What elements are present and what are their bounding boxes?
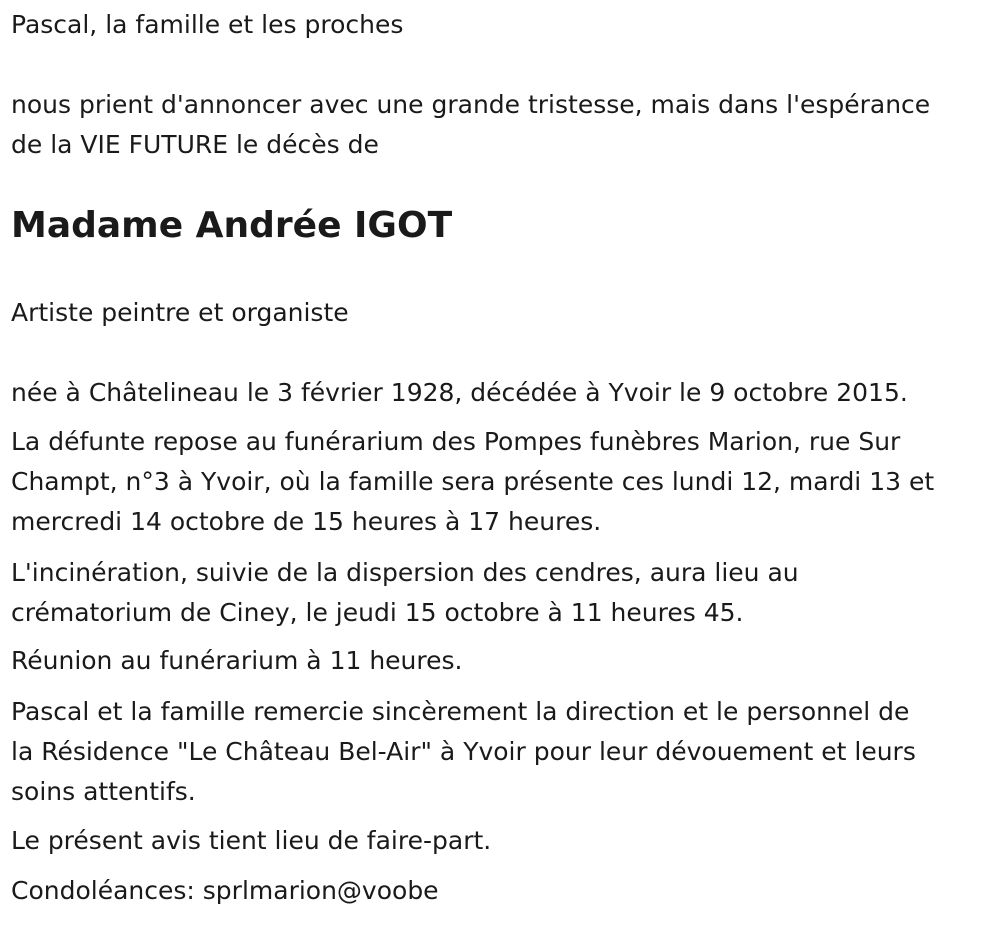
intro-text: Pascal, la famille et les proches [11,10,404,39]
announcement-line-1: nous prient d'annoncer avec une grande tristesse, mais dans l'espérance [11,90,931,119]
viewing-line-1: La défunte repose au funérarium des Pompes funèbres Marion, rue Sur [11,427,901,456]
announcement-line-2: de la VIE FUTURE le décès de [11,130,379,159]
viewing-line-3: mercredi 14 octobre de 15 heures à 17 heures. [11,507,602,536]
cremation-line-2: crématorium de Ciney, le jeudi 15 octobre à 11 heures 45. [11,598,744,627]
deceased-name: Madame Andrée IGOT [11,205,453,246]
notice-statement: Le présent avis tient lieu de faire-part. [11,826,492,855]
meeting-text: Réunion au funérarium à 11 heures. [11,646,463,675]
occupation-text: Artiste peintre et organiste [11,298,349,327]
condolences-text: Condoléances: sprlmarion@voobe [11,876,439,905]
thanks-line-3: soins attentifs. [11,777,196,806]
viewing-line-2: Champt, n°3 à Yvoir, où la famille sera présente ces lundi 12, mardi 13 et [11,467,935,496]
thanks-line-2: la Résidence "Le Château Bel-Air" à Yvoir pour leur dévouement et leurs [11,737,916,766]
cremation-line-1: L'incinération, suivie de la dispersion des cendres, aura lieu au [11,558,799,587]
birth-death-text: née à Châtelineau le 3 février 1928, décédée à Yvoir le 9 octobre 2015. [11,378,908,407]
thanks-line-1: Pascal et la famille remercie sincèrement la direction et le personnel de [11,697,910,726]
